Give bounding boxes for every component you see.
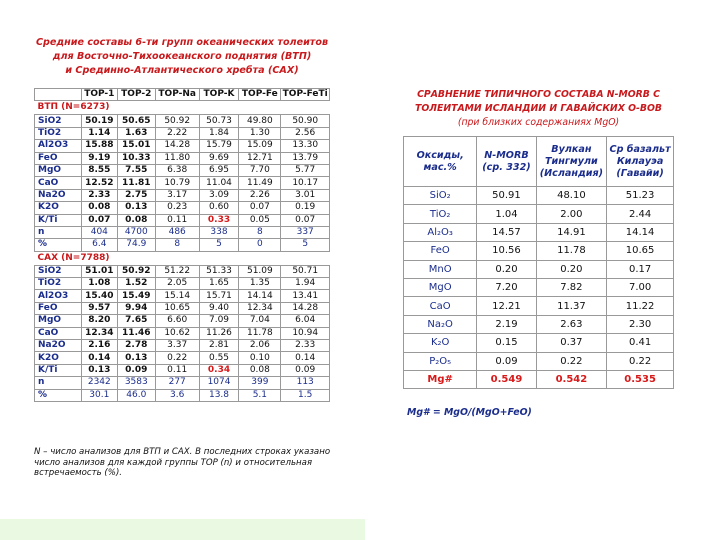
value-cell: 2.33 bbox=[81, 189, 117, 201]
value-cell: 49.80 bbox=[239, 115, 281, 127]
table-row bbox=[35, 177, 330, 189]
value-cell: 12.52 bbox=[81, 177, 117, 189]
oxide-label: Al2O3 bbox=[35, 140, 82, 152]
table-row bbox=[404, 187, 674, 205]
value-cell: 2.00 bbox=[536, 205, 607, 223]
oxide-label: SiO₂ bbox=[404, 187, 477, 205]
value-cell: 12.34 bbox=[239, 302, 281, 314]
value-cell: 3.01 bbox=[281, 189, 330, 201]
value-cell: 0.13 bbox=[117, 352, 155, 364]
value-cell: 15.88 bbox=[81, 140, 117, 152]
value-cell: 3.17 bbox=[155, 189, 199, 201]
value-cell: 14.14 bbox=[607, 223, 674, 241]
oxide-label: SiO2 bbox=[35, 265, 82, 277]
column-header: TOP-FeTi bbox=[282, 89, 328, 100]
oxide-label: FeO bbox=[404, 242, 477, 260]
value-cell: 0.22 bbox=[536, 352, 607, 370]
left-title bbox=[34, 36, 330, 78]
value-cell: 0.14 bbox=[81, 352, 117, 364]
left-title-line: Средние составы 6-ти групп океанических толеитов bbox=[35, 37, 329, 48]
value-cell: 11.22 bbox=[607, 297, 674, 315]
value-cell: 9.40 bbox=[199, 302, 239, 314]
value-cell: 2.63 bbox=[536, 315, 607, 333]
value-cell: 51.33 bbox=[199, 265, 239, 277]
value-cell: 51.23 bbox=[607, 187, 674, 205]
value-cell: 0.07 bbox=[239, 202, 281, 214]
value-cell: 0.60 bbox=[199, 202, 239, 214]
value-cell: 7.82 bbox=[536, 278, 607, 296]
value-cell: 10.62 bbox=[155, 327, 199, 339]
value-cell: 9.19 bbox=[81, 152, 117, 164]
value-cell: 5 bbox=[199, 239, 239, 251]
value-cell: 14.28 bbox=[155, 140, 199, 152]
value-cell: 13.79 bbox=[281, 152, 330, 164]
value-cell: 13.8 bbox=[199, 389, 239, 401]
value-cell: 0.34 bbox=[199, 364, 239, 376]
table-row bbox=[404, 352, 674, 370]
right-title-line: ТОЛЕИТАМИ ИСЛАНДИИ И ГАВАЙСКИХ О-ВОВ bbox=[415, 103, 662, 114]
value-cell: 0.549 bbox=[477, 370, 536, 388]
value-cell: 338 bbox=[199, 226, 239, 238]
value-cell: 15.14 bbox=[155, 290, 199, 302]
table-row bbox=[35, 164, 330, 176]
value-cell: 11.37 bbox=[536, 297, 607, 315]
value-cell: 6.4 bbox=[81, 239, 117, 251]
value-cell: 10.79 bbox=[155, 177, 199, 189]
oxide-label: n bbox=[35, 226, 82, 238]
oxide-label: K/Ti bbox=[35, 364, 82, 376]
value-cell: 11.04 bbox=[199, 177, 239, 189]
value-cell: 74.9 bbox=[117, 239, 155, 251]
column-header: TOP-K bbox=[199, 89, 239, 101]
table-row bbox=[404, 278, 674, 296]
value-cell: 50.73 bbox=[199, 115, 239, 127]
oxide-label: MgO bbox=[404, 278, 477, 296]
value-cell: 10.17 bbox=[281, 177, 330, 189]
value-cell: 3.37 bbox=[155, 340, 199, 352]
value-cell: 0.55 bbox=[199, 352, 239, 364]
section-row bbox=[35, 251, 330, 265]
value-cell: 10.94 bbox=[281, 327, 330, 339]
value-cell: 10.65 bbox=[155, 302, 199, 314]
value-cell: 11.80 bbox=[155, 152, 199, 164]
value-cell: 51.22 bbox=[155, 265, 199, 277]
oxide-label: Al₂O₃ bbox=[404, 223, 477, 241]
oxide-label: TiO₂ bbox=[404, 205, 477, 223]
table-row bbox=[35, 214, 330, 226]
value-cell: 1.65 bbox=[199, 278, 239, 290]
oxide-label: Na₂O bbox=[404, 315, 477, 333]
value-cell: 404 bbox=[81, 226, 117, 238]
oxide-label: K₂O bbox=[404, 334, 477, 352]
value-cell: 0.15 bbox=[477, 334, 536, 352]
table-row bbox=[35, 239, 330, 251]
value-cell: 0.09 bbox=[477, 352, 536, 370]
oxide-label: K2O bbox=[35, 352, 82, 364]
value-cell: 3583 bbox=[117, 377, 155, 389]
value-cell: 10.56 bbox=[477, 242, 536, 260]
value-cell: 7.65 bbox=[117, 315, 155, 327]
table-row bbox=[35, 226, 330, 238]
value-cell: 50.71 bbox=[281, 265, 330, 277]
value-cell: 50.19 bbox=[81, 115, 117, 127]
value-cell: 1074 bbox=[199, 377, 239, 389]
value-cell: 0.14 bbox=[281, 352, 330, 364]
tor-composition-table bbox=[34, 88, 330, 402]
value-cell: 2.22 bbox=[155, 127, 199, 139]
value-cell: 0.535 bbox=[607, 370, 674, 388]
value-cell: 1.08 bbox=[81, 278, 117, 290]
table-row bbox=[35, 352, 330, 364]
morb-comparison-table bbox=[403, 136, 674, 389]
table-row bbox=[35, 340, 330, 352]
value-cell: 0.23 bbox=[155, 202, 199, 214]
table-row bbox=[35, 364, 330, 376]
oxide-label: % bbox=[35, 239, 82, 251]
oxide-label: n bbox=[35, 377, 82, 389]
value-cell: 10.33 bbox=[117, 152, 155, 164]
value-cell: 14.28 bbox=[281, 302, 330, 314]
oxide-label: Na2O bbox=[35, 340, 82, 352]
value-cell: 2.56 bbox=[281, 127, 330, 139]
section-row bbox=[35, 101, 330, 115]
value-cell: 1.94 bbox=[281, 278, 330, 290]
value-cell: 14.91 bbox=[536, 223, 607, 241]
table-row bbox=[35, 152, 330, 164]
value-cell: 9.57 bbox=[81, 302, 117, 314]
oxide-label: CaO bbox=[404, 297, 477, 315]
value-cell: 46.0 bbox=[117, 389, 155, 401]
value-cell: 1.14 bbox=[81, 127, 117, 139]
value-cell: 486 bbox=[155, 226, 199, 238]
value-cell: 0.20 bbox=[477, 260, 536, 278]
value-cell: 11.78 bbox=[239, 327, 281, 339]
oxide-label: TiO2 bbox=[35, 278, 82, 290]
value-cell: 1.63 bbox=[117, 127, 155, 139]
value-cell: 2.44 bbox=[607, 205, 674, 223]
oxide-label: Na2O bbox=[35, 189, 82, 201]
value-cell: 7.09 bbox=[199, 315, 239, 327]
value-cell: 11.81 bbox=[117, 177, 155, 189]
value-cell: 8 bbox=[239, 226, 281, 238]
value-cell: 1.5 bbox=[281, 389, 330, 401]
value-cell: 0.05 bbox=[239, 214, 281, 226]
value-cell: 0.09 bbox=[281, 364, 330, 376]
value-cell: 2.06 bbox=[239, 340, 281, 352]
value-cell: 8.55 bbox=[81, 164, 117, 176]
value-cell: 50.92 bbox=[155, 115, 199, 127]
column-header: TOP-1 bbox=[81, 89, 117, 101]
value-cell: 2.26 bbox=[239, 189, 281, 201]
oxide-label: K2O bbox=[35, 202, 82, 214]
value-cell: 15.79 bbox=[199, 140, 239, 152]
value-cell: 15.40 bbox=[81, 290, 117, 302]
value-cell: 0.08 bbox=[117, 214, 155, 226]
value-cell: 0.10 bbox=[239, 352, 281, 364]
left-title-line: для Восточно-Тихоокеанского поднятия (ВТП) bbox=[52, 51, 312, 62]
value-cell: 51.09 bbox=[239, 265, 281, 277]
value-cell: 12.21 bbox=[477, 297, 536, 315]
table-row bbox=[404, 223, 674, 241]
value-cell: 15.09 bbox=[239, 140, 281, 152]
value-cell: 0.22 bbox=[155, 352, 199, 364]
value-cell: 399 bbox=[239, 377, 281, 389]
value-cell: 0.33 bbox=[199, 214, 239, 226]
value-cell: 4700 bbox=[117, 226, 155, 238]
oxide-label: K/Ti bbox=[35, 214, 82, 226]
value-cell: 6.60 bbox=[155, 315, 199, 327]
value-cell: 7.20 bbox=[477, 278, 536, 296]
value-cell: 11.49 bbox=[239, 177, 281, 189]
table-row bbox=[35, 302, 330, 314]
mg-number-formula: Mg# = MgO/(MgO+FeO) bbox=[407, 407, 532, 418]
table-row bbox=[35, 389, 330, 401]
oxide-label: FeO bbox=[35, 302, 82, 314]
oxide-label: SiO2 bbox=[35, 115, 82, 127]
oxide-label: CaO bbox=[35, 327, 82, 339]
value-cell: 113 bbox=[281, 377, 330, 389]
value-cell: 3.6 bbox=[155, 389, 199, 401]
value-cell: 0.19 bbox=[281, 202, 330, 214]
value-cell: 8.20 bbox=[81, 315, 117, 327]
value-cell: 0.08 bbox=[81, 202, 117, 214]
value-cell: 50.91 bbox=[477, 187, 536, 205]
right-title-line: (при близких содержаниях MgO) bbox=[457, 117, 620, 128]
section-title: ВТП (N=6273) bbox=[35, 101, 330, 115]
value-cell: 2.30 bbox=[607, 315, 674, 333]
value-cell: 14.14 bbox=[239, 290, 281, 302]
left-title-line: и Срединно-Атлантического хребта (САХ) bbox=[65, 65, 299, 76]
value-cell: 5 bbox=[281, 239, 330, 251]
table-row bbox=[404, 315, 674, 333]
value-cell: 9.94 bbox=[117, 302, 155, 314]
value-cell: 7.00 bbox=[607, 278, 674, 296]
footer-bar bbox=[0, 519, 365, 540]
value-cell: 50.65 bbox=[117, 115, 155, 127]
table-row bbox=[404, 334, 674, 352]
value-cell: 13.41 bbox=[281, 290, 330, 302]
value-cell: 337 bbox=[281, 226, 330, 238]
value-cell: 11.46 bbox=[117, 327, 155, 339]
value-cell: 48.10 bbox=[536, 187, 607, 205]
value-cell: 2.19 bbox=[477, 315, 536, 333]
table-row bbox=[35, 377, 330, 389]
oxide-label: MgO bbox=[35, 164, 82, 176]
header-row bbox=[404, 137, 674, 187]
value-cell: 6.38 bbox=[155, 164, 199, 176]
value-cell: 12.71 bbox=[239, 152, 281, 164]
table-row bbox=[404, 205, 674, 223]
table-row bbox=[35, 265, 330, 277]
right-title-line: СРАВНЕНИЕ ТИПИЧНОГО СОСТАВА N-MORB С bbox=[417, 89, 660, 100]
value-cell: 2.75 bbox=[117, 189, 155, 201]
value-cell: 0.13 bbox=[81, 364, 117, 376]
value-cell: 2342 bbox=[81, 377, 117, 389]
value-cell: 7.70 bbox=[239, 164, 281, 176]
table-row bbox=[35, 189, 330, 201]
value-cell: 2.16 bbox=[81, 340, 117, 352]
value-cell: 5.1 bbox=[239, 389, 281, 401]
table-row bbox=[404, 242, 674, 260]
value-cell: 3.09 bbox=[199, 189, 239, 201]
column-header: TOP-2 bbox=[117, 89, 155, 101]
value-cell: 2.05 bbox=[155, 278, 199, 290]
value-cell: 0.17 bbox=[607, 260, 674, 278]
table-row bbox=[404, 297, 674, 315]
value-cell: 12.34 bbox=[81, 327, 117, 339]
value-cell: 1.04 bbox=[477, 205, 536, 223]
column-header: N-MORB (ср. 332) bbox=[477, 137, 536, 187]
value-cell: 0.13 bbox=[117, 202, 155, 214]
value-cell: 15.01 bbox=[117, 140, 155, 152]
table-row bbox=[404, 370, 674, 388]
value-cell: 6.04 bbox=[281, 315, 330, 327]
table-row bbox=[35, 278, 330, 290]
table-row bbox=[35, 115, 330, 127]
column-header: Ср базальт Килауэа (Гавайи) bbox=[607, 137, 674, 187]
value-cell: 2.33 bbox=[281, 340, 330, 352]
value-cell: 7.04 bbox=[239, 315, 281, 327]
value-cell: 1.35 bbox=[239, 278, 281, 290]
column-header bbox=[35, 89, 82, 101]
header-row bbox=[35, 89, 330, 101]
value-cell: 5.77 bbox=[281, 164, 330, 176]
value-cell: 0.20 bbox=[536, 260, 607, 278]
value-cell: 6.95 bbox=[199, 164, 239, 176]
value-cell: 0.09 bbox=[117, 364, 155, 376]
oxide-label: MnO bbox=[404, 260, 477, 278]
column-header: TOP-Fe bbox=[239, 89, 281, 101]
oxide-label: TiO2 bbox=[35, 127, 82, 139]
oxide-label: MgO bbox=[35, 315, 82, 327]
left-footnote: N – число анализов для ВТП и САХ. В последних строках указано число анализов для каждой группы ТОР (n) и относительная встречаемость (%). bbox=[34, 447, 331, 478]
value-cell: 0.542 bbox=[536, 370, 607, 388]
value-cell: 0.37 bbox=[536, 334, 607, 352]
table-row bbox=[404, 260, 674, 278]
value-cell: 1.52 bbox=[117, 278, 155, 290]
value-cell: 9.69 bbox=[199, 152, 239, 164]
value-cell: 0.22 bbox=[607, 352, 674, 370]
value-cell: 15.49 bbox=[117, 290, 155, 302]
oxide-label: % bbox=[35, 389, 82, 401]
value-cell: 30.1 bbox=[81, 389, 117, 401]
value-cell: 11.78 bbox=[536, 242, 607, 260]
value-cell: 2.81 bbox=[199, 340, 239, 352]
table-row bbox=[35, 327, 330, 339]
value-cell: 14.57 bbox=[477, 223, 536, 241]
table-row bbox=[35, 140, 330, 152]
value-cell: 1.84 bbox=[199, 127, 239, 139]
value-cell: 0 bbox=[239, 239, 281, 251]
value-cell: 7.55 bbox=[117, 164, 155, 176]
value-cell: 0.11 bbox=[155, 214, 199, 226]
oxide-label: FeO bbox=[35, 152, 82, 164]
value-cell: 15.71 bbox=[199, 290, 239, 302]
table-row bbox=[35, 127, 330, 139]
value-cell: 0.07 bbox=[81, 214, 117, 226]
value-cell: 50.92 bbox=[117, 265, 155, 277]
right-title bbox=[403, 88, 674, 130]
column-header: Вулкан Тингмули (Исландия) bbox=[536, 137, 607, 187]
value-cell: 277 bbox=[155, 377, 199, 389]
value-cell: 0.11 bbox=[155, 364, 199, 376]
value-cell: 0.08 bbox=[239, 364, 281, 376]
value-cell: 50.90 bbox=[281, 115, 330, 127]
table-row bbox=[35, 315, 330, 327]
value-cell: 8 bbox=[155, 239, 199, 251]
column-header: TOP-Na bbox=[155, 89, 199, 101]
value-cell: 13.30 bbox=[281, 140, 330, 152]
oxide-label: CaO bbox=[35, 177, 82, 189]
oxide-label: P₂O₅ bbox=[404, 352, 477, 370]
value-cell: 0.41 bbox=[607, 334, 674, 352]
table-row bbox=[35, 290, 330, 302]
value-cell: 51.01 bbox=[81, 265, 117, 277]
value-cell: 1.30 bbox=[239, 127, 281, 139]
section-title: САХ (N=7788) bbox=[35, 251, 330, 265]
table-row bbox=[35, 202, 330, 214]
oxide-label: Al2O3 bbox=[35, 290, 82, 302]
value-cell: 0.07 bbox=[281, 214, 330, 226]
value-cell: 10.65 bbox=[607, 242, 674, 260]
value-cell: 2.78 bbox=[117, 340, 155, 352]
value-cell: 11.26 bbox=[199, 327, 239, 339]
oxide-label: Mg# bbox=[404, 370, 477, 388]
column-header: Оксиды, мас.% bbox=[404, 137, 477, 187]
